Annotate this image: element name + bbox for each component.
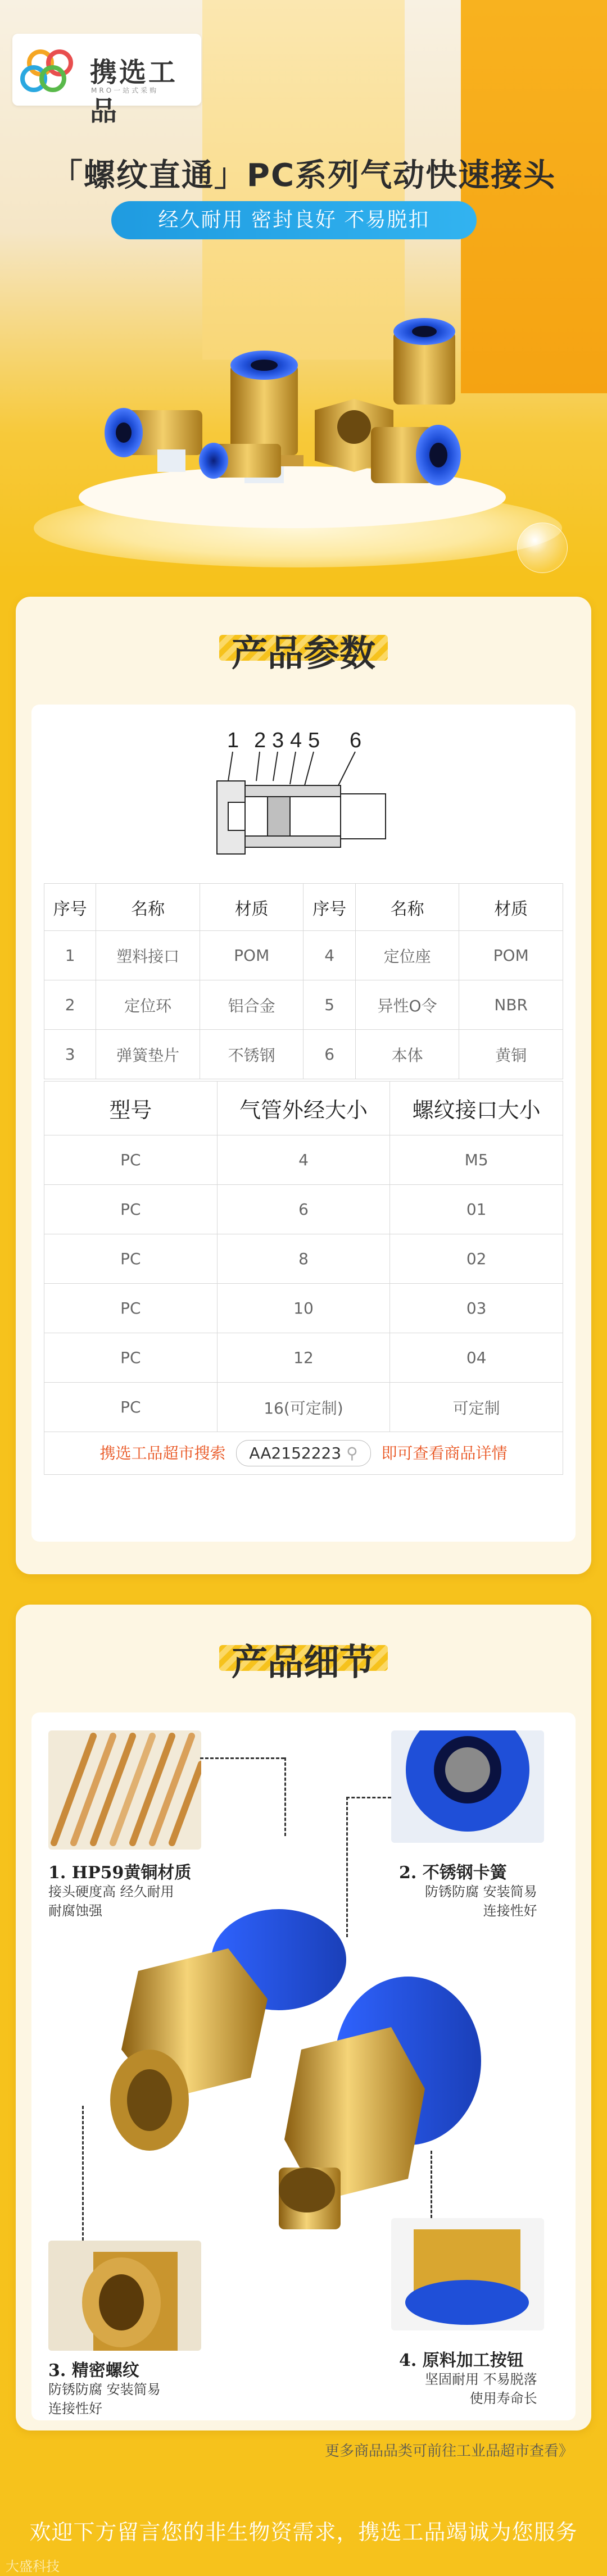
table-cell: PC	[44, 1383, 218, 1432]
watermark: 大盛科技	[6, 2559, 60, 2574]
connector-line	[82, 2106, 84, 2241]
table-cell: 异性O令	[355, 980, 459, 1030]
table-row	[44, 1333, 563, 1383]
search-prefix: 携选工品超市搜索	[99, 1444, 226, 1462]
hero-banner	[0, 0, 607, 579]
table-row	[44, 1030, 563, 1079]
connector-line	[284, 1757, 286, 1836]
table-row	[44, 931, 563, 980]
search-hint-row	[44, 1432, 563, 1475]
collet-closeup-image	[391, 1730, 544, 1843]
logo-icon	[20, 47, 82, 92]
column-header: 材质	[459, 884, 563, 931]
product-code: AA2152223	[249, 1444, 342, 1462]
table-cell: 弹簧垫片	[96, 1030, 200, 1079]
feature-title: 3. 精密螺纹	[48, 2361, 139, 2380]
main-product-image	[65, 1875, 526, 2257]
details-inner	[31, 1712, 576, 2420]
table-cell: 6	[304, 1030, 355, 1079]
table-cell: 铝合金	[200, 980, 304, 1030]
table-cell: 4	[217, 1135, 390, 1185]
table-cell: 1	[44, 931, 96, 980]
params-inner	[31, 705, 576, 1542]
connector-line	[346, 1797, 391, 1798]
diagram-label: 2	[254, 729, 266, 752]
diagram-label: 3	[272, 729, 284, 752]
table-row	[44, 1284, 563, 1333]
cross-section-diagram	[206, 718, 391, 858]
table-cell: 2	[44, 980, 96, 1030]
column-header: 材质	[200, 884, 304, 931]
footer-message: 欢迎下方留言您的非生物资需求，携选工品竭诚为您服务	[29, 2520, 578, 2545]
column-header: 序号	[44, 884, 96, 931]
details-section-title: 产品细节	[232, 1642, 375, 1684]
thread-closeup-image	[48, 2241, 201, 2351]
product-fittings-image	[101, 315, 506, 517]
brass-rods-image	[48, 1730, 201, 1850]
column-header: 名称	[96, 884, 200, 931]
table-cell: NBR	[459, 980, 563, 1030]
product-code-search[interactable]	[236, 1440, 370, 1466]
column-header: 螺纹接口大小	[390, 1082, 563, 1135]
feature-title: 2. 不锈钢卡簧	[399, 1863, 507, 1883]
table-cell: 定位座	[355, 931, 459, 980]
connector-line	[200, 1757, 284, 1759]
spec-table	[44, 1081, 563, 1475]
search-hint-cell	[44, 1432, 563, 1475]
feature-title: 1. HP59黄铜材质	[48, 1863, 192, 1883]
table-cell: PC	[44, 1234, 218, 1284]
table-cell: 不锈钢	[200, 1030, 304, 1079]
table-cell: 3	[44, 1030, 96, 1079]
feature-desc: 坚固耐用 不易脱落 使用寿命长	[425, 2371, 537, 2406]
diagram-label: 4	[290, 729, 302, 752]
table-cell: 黄铜	[459, 1030, 563, 1079]
feature-desc: 接头硬度高 经久耐用 耐腐蚀强	[48, 1884, 174, 1919]
table-cell: M5	[390, 1135, 563, 1185]
diagram-label: 6	[350, 729, 362, 752]
diagram-label: 5	[308, 729, 320, 752]
table-header-row	[44, 884, 563, 931]
table-row	[44, 1234, 563, 1284]
column-header: 气管外经大小	[217, 1082, 390, 1135]
more-products-link[interactable]: 更多商品品类可前往工业品超市查看》	[324, 2443, 573, 2460]
feature-desc: 防锈防腐 安装简易 连接性好	[48, 2382, 161, 2416]
table-row	[44, 1135, 563, 1185]
table-cell: PC	[44, 1284, 218, 1333]
feature-desc: 防锈防腐 安装简易 连接性好	[425, 1884, 537, 1919]
feature-badge: 经久耐用 密封良好 不易脱扣	[111, 201, 477, 239]
table-cell: 01	[390, 1185, 563, 1234]
connector-line	[346, 1797, 348, 1937]
params-card	[16, 597, 591, 1574]
table-cell: 本体	[355, 1030, 459, 1079]
feature-title: 4. 原料加工按钮	[399, 2351, 524, 2370]
details-card	[16, 1605, 591, 2430]
button-closeup-image	[391, 2218, 544, 2330]
search-icon: ⚲	[346, 1444, 358, 1462]
connector-line	[431, 2151, 432, 2218]
decor-sphere	[517, 523, 568, 573]
table-cell: PC	[44, 1333, 218, 1383]
params-section-title: 产品参数	[232, 633, 375, 675]
brand-name: 携选工品	[90, 57, 178, 127]
table-cell: 16(可定制)	[217, 1383, 390, 1432]
column-header: 名称	[355, 884, 459, 931]
page-title: 「螺纹直通」PC系列气动快速接头	[51, 157, 556, 194]
brand-logo[interactable]	[12, 34, 201, 127]
table-cell: 04	[390, 1333, 563, 1383]
table-cell: 塑料接口	[96, 931, 200, 980]
table-cell: POM	[200, 931, 304, 980]
table-cell: PC	[44, 1185, 218, 1234]
table-cell: 12	[217, 1333, 390, 1383]
table-row	[44, 980, 563, 1030]
table-cell: 03	[390, 1284, 563, 1333]
table-cell: 可定制	[390, 1383, 563, 1432]
table-header-row	[44, 1082, 563, 1135]
table-row	[44, 1383, 563, 1432]
table-cell: 02	[390, 1234, 563, 1284]
table-cell: 10	[217, 1284, 390, 1333]
table-cell: POM	[459, 931, 563, 980]
table-row	[44, 1185, 563, 1234]
brand-tagline: MRO一站式采购	[91, 87, 159, 94]
parts-table	[44, 883, 563, 1079]
diagram-label: 1	[227, 729, 239, 752]
table-cell: 5	[304, 980, 355, 1030]
column-header: 序号	[304, 884, 355, 931]
column-header: 型号	[44, 1082, 218, 1135]
table-cell: 8	[217, 1234, 390, 1284]
table-cell: PC	[44, 1135, 218, 1185]
table-cell: 定位环	[96, 980, 200, 1030]
table-cell: 6	[217, 1185, 390, 1234]
search-suffix: 即可查看商品详情	[381, 1444, 508, 1462]
table-cell: 4	[304, 931, 355, 980]
